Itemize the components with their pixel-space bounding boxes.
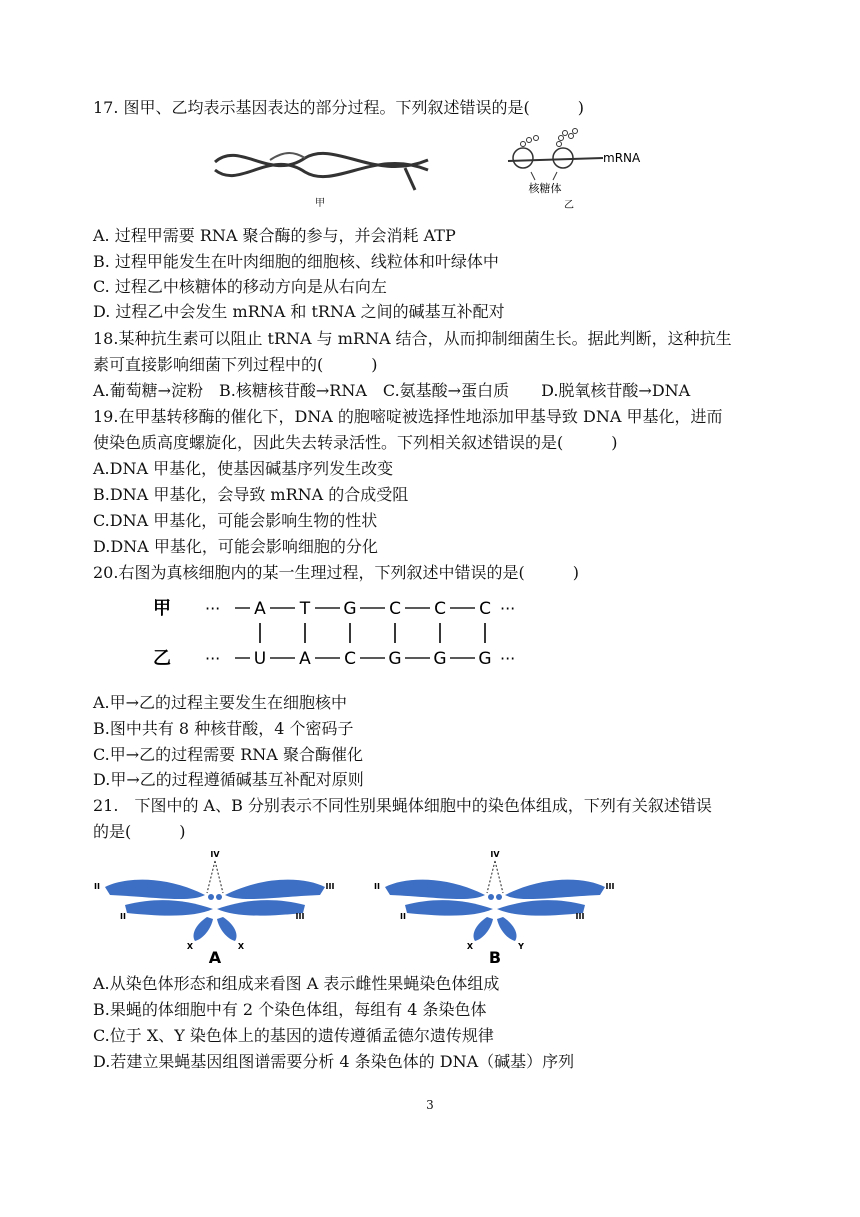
q17-option-b: B. 过程甲能发生在叶肉细胞的细胞核、线粒体和叶绿体中 (93, 252, 499, 271)
q20-base-pairs (235, 599, 495, 669)
q19-option-b: B.DNA 甲基化，会导致 mRNA 的合成受阻 (93, 485, 409, 504)
q17-figure-b (503, 128, 663, 213)
q20-strand-a-label: 甲 (153, 598, 171, 619)
q21-option-a: A.从染色体形态和组成来看图 A 表示雌性果蝇染色体组成 (93, 974, 500, 993)
q20-ellipsis-a-left: ··· (205, 599, 221, 618)
chromosome-label: III (325, 882, 335, 891)
q20-option-b: B.图中共有 8 种核苷酸，4 个密码子 (93, 719, 354, 738)
q19-option-c: C.DNA 甲基化，可能会影响生物的性状 (93, 511, 378, 530)
chromosome-label: II (374, 882, 380, 891)
chromosome-label: III (605, 882, 615, 891)
strand-b-base: C (344, 649, 356, 669)
q20-strand-figure (145, 593, 565, 678)
q19-option-a: A.DNA 甲基化，使基因碱基序列发生改变 (93, 459, 394, 478)
chromosome-ii (125, 900, 213, 916)
chromosome-iv-marker (487, 861, 503, 893)
q20-option-c: C.甲→乙的过程需要 RNA 聚合酶催化 (93, 745, 363, 764)
chromosome-iv-marker (207, 861, 223, 893)
strand-a-base: T (299, 599, 311, 619)
q17-figure-a (210, 140, 435, 215)
chromosome-iii (225, 880, 325, 899)
strand-b-base: G (388, 649, 402, 669)
chromosome-label: II (94, 882, 100, 891)
q17-option-d: D. 过程乙中会发生 mRNA 和 tRNA 之间的碱基互补配对 (93, 302, 505, 321)
chromosome-iii (217, 900, 305, 916)
q21-stem-line1: 21. 下图中的 A、B 分别表示不同性别果蝇体细胞中的染色体组成，下列有关叙述错误 (93, 796, 712, 815)
q18-stem-line1: 18.某种抗生素可以阻止 tRNA 与 mRNA 结合，从而抑制细菌生长。据此判断，这种抗生 (93, 329, 732, 348)
q20-ellipsis-b-right: ··· (500, 649, 516, 668)
chromosome-iii (505, 880, 605, 899)
strand-b-base: U (253, 649, 267, 669)
q20-ellipsis-a-right: ··· (500, 599, 516, 618)
chromosome-iii (497, 900, 585, 916)
chromosome-iv (496, 894, 502, 900)
q19-option-d: D.DNA 甲基化，可能会影响细胞的分化 (93, 537, 378, 556)
chromosome-iv (488, 894, 494, 900)
chromosome-label: II (400, 912, 406, 921)
strand-a-base: A (254, 599, 266, 619)
karyotype-label-a: A (208, 948, 222, 967)
q19-stem-line1: 19.在甲基转移酶的催化下，DNA 的胞嘧啶被选择性地添加甲基导致 DNA 甲基化，进而 (93, 407, 723, 426)
q20-option-a: A.甲→乙的过程主要发生在细胞核中 (93, 693, 348, 712)
chromosome-sex (497, 917, 517, 941)
q17-option-a: A. 过程甲需要 RNA 聚合酶的参与，并会消耗 ATP (93, 226, 456, 245)
q17-mrna-label: mRNA (603, 151, 641, 165)
q21-option-d: D.若建立果蝇基因组图谱需要分析 4 条染色体的 DNA（碱基）序列 (93, 1052, 575, 1071)
q18-options: A.葡萄糖→淀粉 B.核糖核苷酸→RNA C.氨基酸→蛋白质 D.脱氧核苷酸→DNA (93, 381, 691, 400)
q17-ribosome-label: 核糖体 (528, 182, 562, 195)
chromosome-sex (194, 917, 214, 941)
karyotype-a (94, 850, 334, 967)
q20-strand-b-label: 乙 (153, 648, 171, 669)
q17-stem: 17. 图甲、乙均表示基因表达的部分过程。下列叙述错误的是( ) (93, 98, 585, 117)
page-number: 3 (426, 1098, 434, 1112)
strand-b-base: G (433, 649, 447, 669)
q17-fig-b-label: 乙 (564, 200, 574, 211)
q17-fig-a-label: 甲 (315, 198, 325, 209)
strand-b-base: G (478, 649, 492, 669)
q21-stem-line2: 的是( ) (93, 822, 186, 841)
q18-stem-line2: 素可直接影响细菌下列过程中的( ) (93, 355, 378, 374)
chromosome-iv (208, 894, 214, 900)
chromosome-label: X (466, 942, 474, 951)
chromosome-label: Y (518, 942, 524, 951)
strand-a-base: G (343, 599, 357, 619)
q17-option-c: C. 过程乙中核糖体的移动方向是从右向左 (93, 277, 387, 296)
chromosome-label: II (120, 912, 126, 921)
chromosome-label: III (295, 912, 305, 921)
q21-option-c: C.位于 X、Y 染色体上的基因的遗传遵循孟德尔遗传规律 (93, 1026, 494, 1045)
chromosome-label: X (186, 942, 194, 951)
strand-b-base: A (299, 649, 311, 669)
chromosome-label: IV (210, 850, 220, 859)
q20-option-d: D.甲→乙的过程遵循碱基互补配对原则 (93, 770, 364, 789)
chromosome-label: IV (490, 850, 500, 859)
chromosome-label: X (237, 942, 245, 951)
chromosome-sex (474, 917, 494, 941)
q20-stem: 20.右图为真核细胞内的某一生理过程，下列叙述中错误的是( ) (93, 563, 579, 582)
chromosome-ii (105, 880, 205, 899)
chromosome-label: III (575, 912, 585, 921)
q21-karyotype-figure (95, 847, 630, 965)
chromosome-sex (217, 917, 237, 941)
strand-a-base: C (389, 599, 401, 619)
strand-a-base: C (434, 599, 446, 619)
strand-a-base: C (479, 599, 491, 619)
q21-option-b: B.果蝇的体细胞中有 2 个染色体组，每组有 4 条染色体 (93, 1000, 487, 1019)
q19-stem-line2: 使染色质高度螺旋化，因此失去转录活性。下列相关叙述错误的是( ) (93, 433, 618, 452)
chromosome-ii (385, 880, 485, 899)
chromosome-ii (405, 900, 493, 916)
q20-ellipsis-b-left: ··· (205, 649, 221, 668)
karyotype-b (374, 850, 614, 967)
karyotype-label-b: B (488, 948, 502, 967)
chromosome-iv (216, 894, 222, 900)
